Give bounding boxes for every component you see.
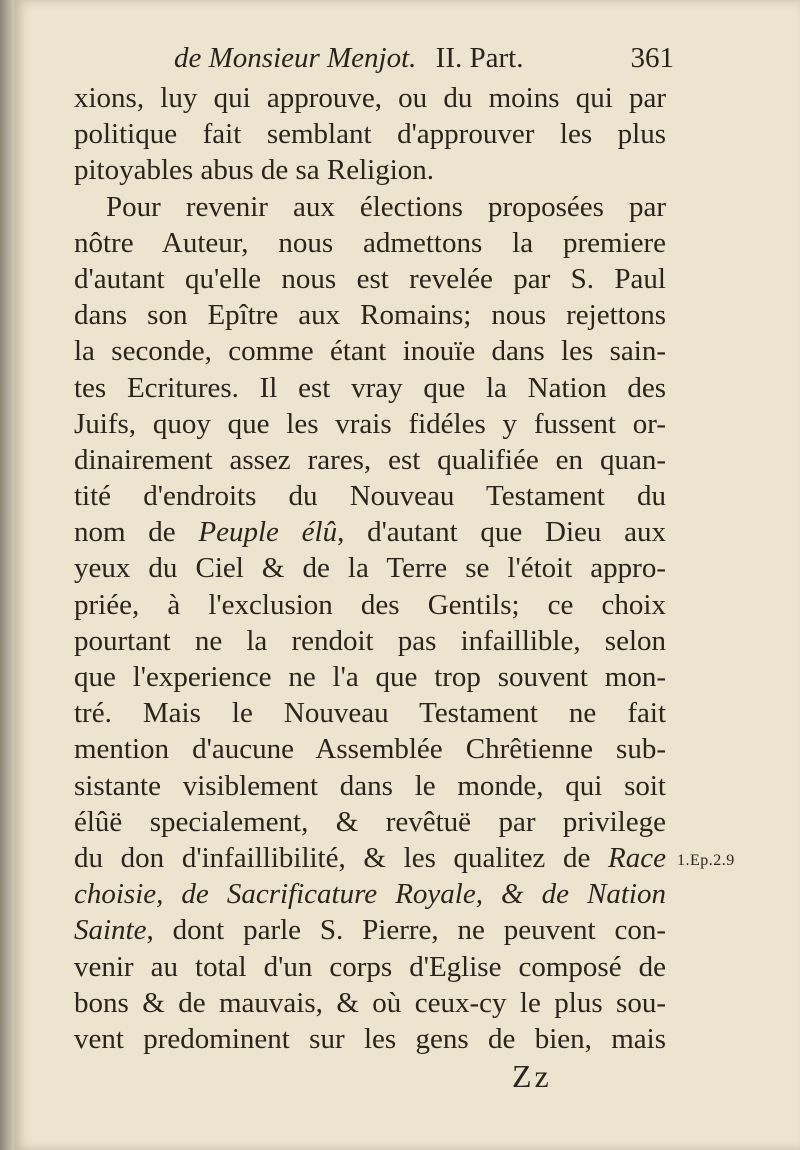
text-line: [74, 370, 666, 406]
line-text: bons & de mauvais, & où ceux-cy le plus sou-: [74, 986, 666, 1019]
line-text: tré. Mais le Nouveau Testament ne fait: [74, 697, 666, 730]
line-text: nom de: [74, 516, 199, 549]
line-text: élûë specialement, & revêtuë par privilege: [74, 805, 666, 838]
line-text: Pour revenir aux élections proposées par: [106, 190, 666, 223]
running-header: [174, 42, 674, 82]
line-text: yeux du Ciel & de la Terre se l'étoit appro-: [74, 552, 666, 585]
line-text: , d'autant que Dieu aux: [337, 516, 666, 549]
text-line: [74, 261, 666, 297]
text-line: [74, 514, 666, 550]
text-line: [74, 80, 666, 116]
line-text: la seconde, comme étant inouïe dans les sain-: [74, 335, 666, 368]
running-title: de Monsieur Menjot.: [174, 42, 417, 74]
margin-note: 1.Ep.2.9: [677, 852, 735, 869]
line-text: vent predominent sur les gens de bien, mais: [74, 1022, 666, 1055]
line-text: nôtre Auteur, nous admettons la premiere: [74, 226, 666, 259]
italic-text: Peuple élû: [198, 516, 338, 549]
text-line: [74, 333, 666, 369]
line-text: du don d'infaillibilité, & les qualitez de: [74, 841, 609, 874]
signature-mark: Zz: [512, 1058, 552, 1094]
text-line: [74, 152, 666, 188]
text-line: [74, 804, 666, 840]
line-text: sistante visiblement dans le monde, qui soit: [74, 769, 666, 802]
line-text: Juifs, quoy que les vrais fidéles y fussent or-: [74, 407, 666, 440]
text-line: [74, 478, 666, 514]
text-line: [74, 768, 666, 804]
text-line: [74, 442, 666, 478]
line-text: tité d'endroits du Nouveau Testament du: [74, 480, 666, 513]
text-line: [74, 695, 666, 731]
text-line: [74, 623, 666, 659]
line-text: mention d'aucune Assemblée Chrêtienne sub-: [74, 733, 666, 766]
text-line: [74, 406, 666, 442]
text-line: [74, 225, 666, 261]
line-text: pourtant ne la rendoit pas infaillible, selon: [74, 624, 666, 657]
text-line: [74, 912, 666, 948]
text-line: [74, 876, 666, 912]
line-text: xions, luy qui approuve, ou du moins qui par: [74, 82, 666, 114]
text-line: [74, 297, 666, 333]
book-page: [14, 0, 800, 1150]
text-line: [74, 731, 666, 767]
text-line: [74, 587, 666, 623]
line-text: pitoyables abus de sa Religion.: [74, 154, 435, 187]
text-line: [74, 550, 666, 586]
text-line: [74, 840, 666, 876]
text-line: [74, 1021, 666, 1057]
text-line: [74, 659, 666, 695]
line-text: politique fait semblant d'approuver les plus: [74, 118, 666, 151]
text-line: [74, 116, 666, 152]
text-line: [74, 189, 666, 225]
page-gutter: [0, 0, 14, 1150]
text-line: [74, 949, 666, 985]
line-text: d'autant qu'elle nous est revelée par S. Paul: [74, 262, 666, 295]
part-label: II. Part.: [435, 42, 524, 74]
italic-text: choisie, de Sacrificature Royale, & de Nation: [74, 878, 666, 911]
body-text: [74, 80, 666, 1057]
line-text: , dont parle S. Pierre, ne peuvent con-: [146, 914, 666, 947]
italic-text: Race: [608, 841, 666, 874]
page-number: 361: [630, 42, 674, 74]
line-text: dinairement assez rares, est qualifiée en quan-: [74, 443, 666, 476]
line-text: dans son Epître aux Romains; nous rejettons: [74, 299, 666, 332]
line-text: que l'experience ne l'a que trop souvent mon-: [74, 661, 666, 693]
line-text: venir au total d'un corps d'Eglise composé de: [74, 950, 666, 983]
line-text: priée, à l'exclusion des Gentils; ce choix: [74, 588, 666, 621]
line-text: tes Ecritures. Il est vray que la Nation des: [74, 371, 666, 404]
text-line: [74, 985, 666, 1021]
italic-text: Sainte: [74, 914, 147, 947]
